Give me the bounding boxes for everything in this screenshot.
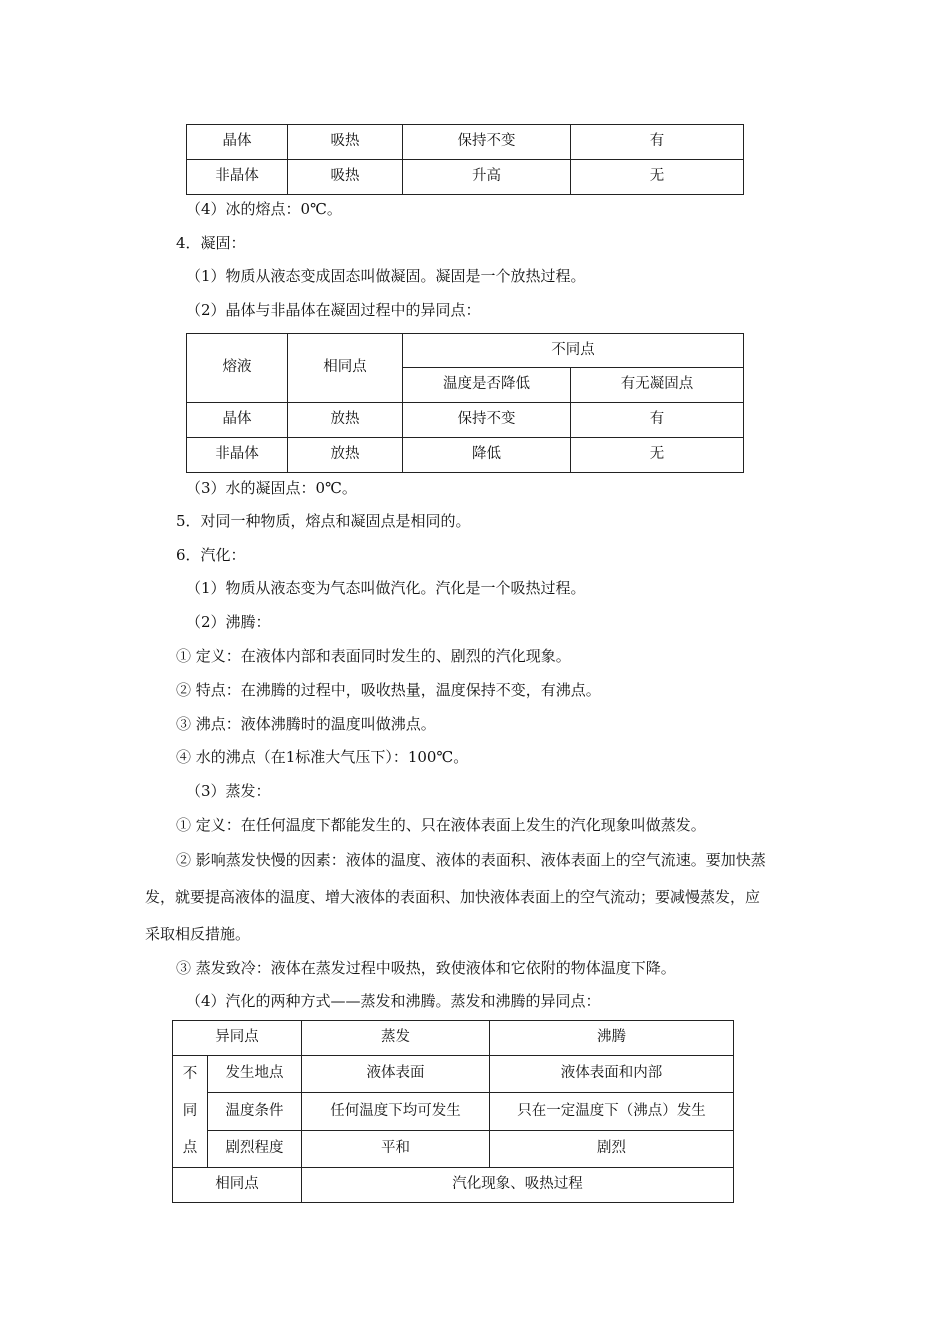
table-header-cell: 相同点 [288,334,403,403]
table-row [173,1021,734,1056]
table-cell: 温度条件 [208,1093,302,1130]
section-6-p2: （2）沸腾： [186,613,271,631]
boiling-point: ③ 沸点：液体沸腾时的温度叫做沸点。 [176,715,436,733]
table-row [173,1093,734,1130]
table-row [187,334,744,368]
table-cell: 无 [571,160,744,195]
table-row [173,1130,734,1167]
solidification-table [186,333,744,473]
section-6-p4: （4）汽化的两种方式——蒸发和沸腾。蒸发和沸腾的异同点： [186,992,601,1010]
boiling-features: ② 特点：在沸腾的过程中，吸收热量，温度保持不变，有沸点。 [176,681,601,699]
section-6-title: 6．汽化： [176,546,246,564]
table-cell: 晶体 [187,125,288,160]
water-boiling-point: ④ 水的沸点（在1标准大气压下）：100℃。 [176,748,469,766]
boiling-definition: ① 定义：在液体内部和表面同时发生的、剧烈的汽化现象。 [176,647,571,665]
evaporation-factors-line-2: 发，就要提高液体的温度、增大液体的表面积、加快液体表面上的空气流动；要减慢蒸发，应 [145,888,761,906]
table-row [187,438,744,473]
section-6-p1: （1）物质从液态变为气态叫做汽化。汽化是一个吸热过程。 [186,579,586,597]
table-cell: 非晶体 [187,438,288,473]
section-4-p2: （2）晶体与非晶体在凝固过程中的异同点： [186,301,481,319]
evaporation-factors-line-1: ② 影响蒸发快慢的因素：液体的温度、液体的表面积、液体表面上的空气流速。要加快蒸 [176,851,766,869]
evaporation-factors-line-3: 采取相反措施。 [145,925,251,943]
table-row [187,403,744,438]
table-cell: 液体表面 [302,1056,490,1093]
table-cell: 相同点 [173,1168,302,1203]
vaporization-table [172,1020,734,1203]
water-freezing-point: （3）水的凝固点：0℃。 [186,479,357,497]
ice-melting-point: （4）冰的熔点：0℃。 [186,200,342,218]
table-cell: 放热 [288,438,403,473]
table-cell: 有 [571,125,744,160]
table-cell: 剧烈程度 [208,1130,302,1167]
table-cell: 降低 [403,438,571,473]
section-6-p3: （3）蒸发： [186,782,271,800]
table-header-cell: 温度是否降低 [403,368,571,403]
table-cell: 平和 [302,1130,490,1167]
table-cell: 无 [571,438,744,473]
melting-table [186,124,744,195]
table-cell: 任何温度下均可发生 [302,1093,490,1130]
table-header-cell: 异同点 [173,1021,302,1056]
diff-label-char: 点 [182,1140,198,1156]
table-cell: 晶体 [187,403,288,438]
table-cell: 升高 [403,160,571,195]
table-header-cell: 不同点 [403,334,744,368]
table-cell: 液体表面和内部 [490,1056,734,1093]
table-cell: 剧烈 [490,1130,734,1167]
table-header-cell: 沸腾 [490,1021,734,1056]
diff-label-char: 不 [182,1066,198,1082]
table-cell: 吸热 [288,160,403,195]
table-cell: 只在一定温度下（沸点）发生 [490,1093,734,1130]
evaporation-cooling: ③ 蒸发致冷：液体在蒸发过程中吸热，致使液体和它依附的物体温度下降。 [176,959,676,977]
section-4-p1: （1）物质从液态变成固态叫做凝固。凝固是一个放热过程。 [186,267,586,285]
table-cell: 发生地点 [208,1056,302,1093]
table-header-cell: 蒸发 [302,1021,490,1056]
evaporation-definition: ① 定义：在任何温度下都能发生的、只在液体表面上发生的汽化现象叫做蒸发。 [176,816,706,834]
table-cell: 吸热 [288,125,403,160]
table-row [173,1168,734,1203]
table-row [187,160,744,195]
section-4-title: 4．凝固： [176,234,246,252]
diff-label-char: 同 [182,1103,198,1119]
table-cell: 保持不变 [403,125,571,160]
table-cell: 有 [571,403,744,438]
table-row [187,125,744,160]
table-cell: 汽化现象、吸热过程 [302,1168,734,1203]
table-cell: 保持不变 [403,403,571,438]
table-cell: 非晶体 [187,160,288,195]
table-header-cell: 熔液 [187,334,288,403]
table-cell: 放热 [288,403,403,438]
table-row [173,1056,734,1093]
table-header-cell: 有无凝固点 [571,368,744,403]
section-5: 5．对同一种物质，熔点和凝固点是相同的。 [176,512,471,530]
diff-label-cell [173,1056,208,1168]
